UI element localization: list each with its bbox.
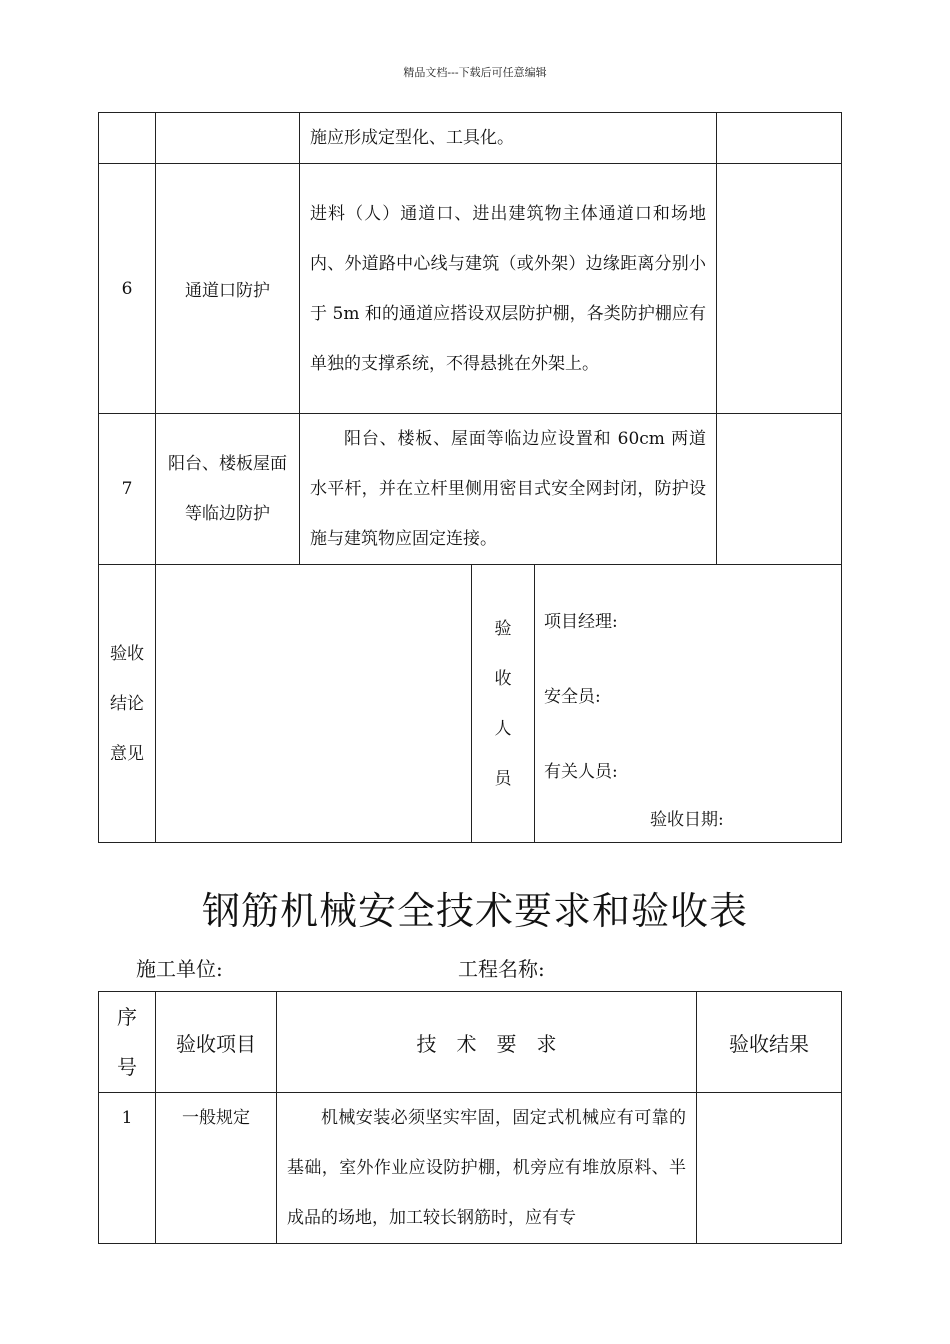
table-row (99, 1093, 842, 1244)
table-row (99, 414, 842, 565)
column-header-number: 序 号 (99, 992, 156, 1093)
row-number: 1 (99, 1093, 156, 1244)
table-header-row (99, 992, 842, 1093)
page-title: 钢筋机械安全技术要求和验收表 (201, 889, 748, 933)
acceptance-date-label: 验收日期: (650, 810, 724, 830)
related-staff-label: 有关人员: (544, 762, 618, 782)
check-result (697, 1093, 842, 1244)
row-number (99, 113, 156, 164)
technical-requirement: 施应形成定型化、工具化。 (300, 113, 717, 164)
acceptor-signatures (535, 565, 842, 843)
technical-requirement: 阳台、楼板、屋面等临边应设置和 60cm 两道水平杆，并在立杆里侧用密目式安全网封闭，防护设施与建筑物应固定连接。 (300, 414, 717, 565)
conclusion-content (156, 565, 472, 843)
check-result (717, 113, 842, 164)
technical-requirement: 机械安装必须坚实牢固，固定式机械应有可靠的基础，室外作业应设防护棚，机旁应有堆放原料、半成品的场地，加工较长钢筋时，应有专 (277, 1093, 697, 1244)
project-name-label: 工程名称: (458, 957, 545, 981)
column-header-result: 验收结果 (697, 992, 842, 1093)
safety-officer-label: 安全员: (544, 687, 601, 707)
table-row (99, 164, 842, 414)
construction-unit-label: 施工单位: (136, 957, 223, 981)
conclusion-row (99, 565, 842, 843)
safety-acceptance-table-continued (98, 112, 842, 843)
technical-requirement: 进料（人）通道口、进出建筑物主体通道口和场地内、外道路中心线与建筑（或外架）边缘距离分别小于 5m 和的通道应搭设双层防护棚，各类防护棚应有单独的支撑系统，不得悬挑在外架上。 (300, 164, 717, 414)
column-header-requirement: 技 术 要 求 (277, 992, 697, 1093)
header-note: 精品文档---下载后可任意编辑 (403, 66, 547, 79)
check-item (156, 113, 300, 164)
check-result (717, 414, 842, 565)
check-item: 一般规定 (156, 1093, 277, 1244)
column-header-item: 验收项目 (156, 992, 277, 1093)
check-item: 通道口防护 (156, 164, 300, 414)
table-row (99, 113, 842, 164)
row-number: 6 (99, 164, 156, 414)
check-item: 阳台、楼板屋面等临边防护 (156, 414, 300, 565)
conclusion-label: 验收 结论 意见 (99, 565, 156, 843)
check-result (717, 164, 842, 414)
acceptor-label: 验 收 人 员 (472, 565, 535, 843)
row-number: 7 (99, 414, 156, 565)
rebar-machinery-acceptance-table (98, 991, 842, 1244)
project-manager-label: 项目经理: (544, 612, 618, 632)
